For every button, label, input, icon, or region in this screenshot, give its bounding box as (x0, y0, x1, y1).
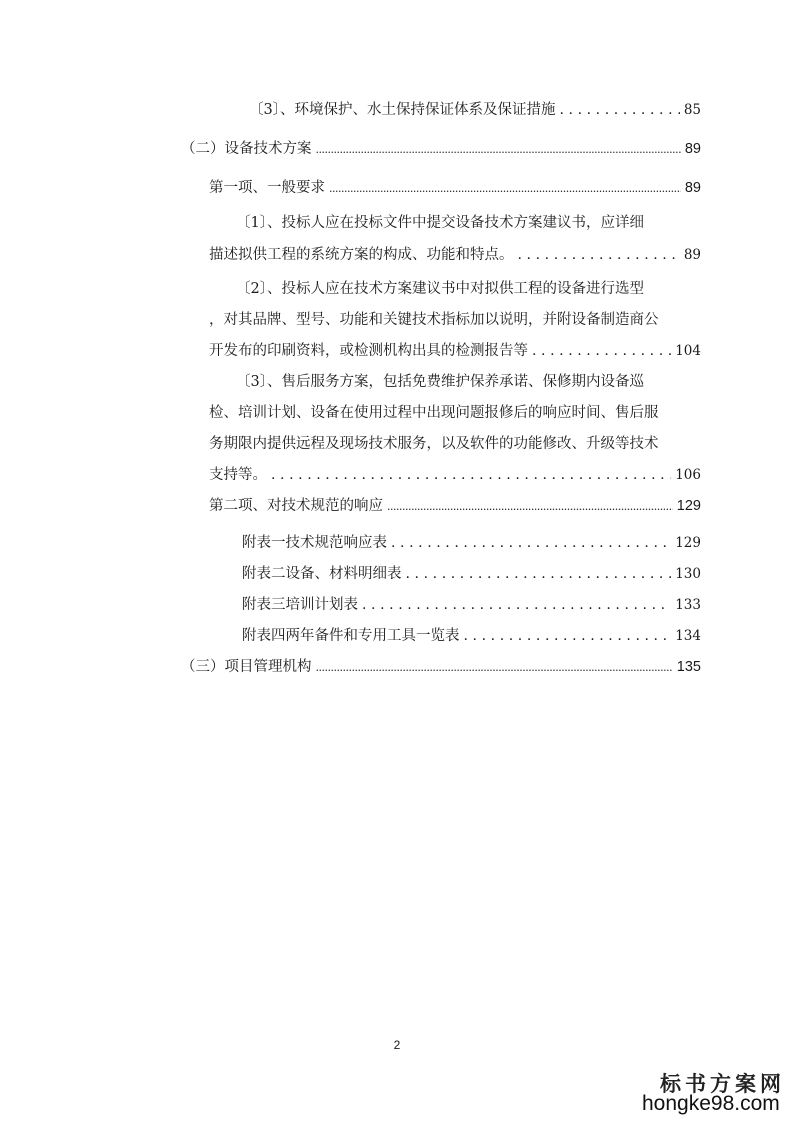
toc-entry-label: 附表二设备、材料明细表 (242, 566, 402, 582)
toc-entry-text: 检、培训计划、设备在使用过程中出现问题报修后的响应时间、售后服 (209, 405, 659, 421)
toc-entry-page: 133 (675, 597, 701, 613)
dot-leader (464, 628, 672, 644)
toc-entry-text: 务期限内提供远程及现场技术服务，以及软件的功能修改、升级等技术 (209, 436, 659, 452)
toc-entry-label: 描述拟供工程的系统方案的构成、功能和特点。 (209, 247, 514, 263)
toc-entry-label: （三）项目管理机构 (181, 659, 312, 675)
toc-entry-text: 〔2〕、投标人应在技术方案建议书中对拟供工程的设备进行选型 (236, 281, 644, 297)
dot-leader (387, 500, 673, 513)
toc-entry-page: 89 (684, 180, 701, 196)
toc-entry-general-requirements[interactable] (209, 176, 701, 197)
toc-entry-page: 134 (675, 628, 701, 644)
dot-leader (316, 143, 681, 156)
toc-entry-page: 85 (683, 102, 701, 118)
toc-entry-label: 第二项、对技术规范的响应 (209, 498, 383, 514)
dot-leader (559, 102, 679, 118)
watermark-logo-cn: 标书方案网 (660, 1071, 785, 1096)
toc-entry-page: 106 (675, 467, 701, 483)
dot-leader (271, 467, 671, 483)
toc-entry-label: 支持等。 (209, 467, 267, 483)
toc-entry-label: 附表四两年备件和专用工具一览表 (242, 628, 460, 644)
toc-entry-page: 89 (683, 247, 701, 263)
dot-leader (391, 535, 671, 551)
toc-entry-proposal[interactable] (209, 243, 701, 264)
toc-entry-page: 130 (675, 566, 701, 582)
toc-entry-page: 129 (675, 535, 701, 551)
toc-entry-text: 〔3〕、售后服务方案，包括免费维护保养承诺、保修期内设备巡 (236, 374, 644, 390)
toc-entry-page: 129 (676, 498, 701, 514)
toc-entry-appendix-4[interactable] (242, 624, 701, 645)
dot-leader (518, 247, 680, 263)
toc-entry-page: 135 (676, 659, 701, 675)
toc-entry-text: ，对其品牌、型号、功能和关键技术指标加以说明，并附设备制造商公 (209, 312, 659, 328)
dot-leader (329, 182, 681, 195)
toc-entry-after-sales[interactable] (209, 463, 701, 484)
dot-leader (532, 343, 671, 359)
toc-entry-label: 〔3〕、环境保护、水土保持保证体系及保证措施 (249, 102, 556, 118)
toc-entry-equipment-plan[interactable] (181, 137, 701, 158)
toc-entry-spec-response[interactable] (209, 494, 701, 515)
toc-entry-label: （二）设备技术方案 (181, 141, 312, 157)
dot-leader (362, 597, 671, 613)
toc-entry-label: 附表一技术规范响应表 (242, 535, 387, 551)
toc-entry-page: 104 (675, 343, 701, 359)
toc-entry-appendix-2[interactable] (242, 562, 701, 583)
toc-entry-text: 〔1〕、投标人应在投标文件中提交设备技术方案建议书，应详细 (236, 215, 644, 231)
toc-entry-appendix-1[interactable] (242, 531, 701, 552)
dot-leader (406, 566, 672, 582)
toc-entry-page: 89 (684, 141, 701, 157)
toc-entry-equipment-selection[interactable] (209, 339, 701, 360)
toc-entry-appendix-3[interactable] (242, 593, 701, 614)
dot-leader (316, 661, 673, 674)
toc-entry-environment[interactable] (249, 98, 701, 119)
toc-entry-label: 附表三培训计划表 (242, 597, 358, 613)
page-number: 2 (393, 1038, 401, 1052)
toc-entry-project-management[interactable] (181, 655, 701, 676)
toc-entry-label: 开发布的印刷资料，或检测机构出具的检测报告等 (209, 343, 528, 359)
toc-entry-label: 第一项、一般要求 (209, 180, 325, 196)
watermark-logo-en: hongke98.com (642, 1092, 780, 1115)
